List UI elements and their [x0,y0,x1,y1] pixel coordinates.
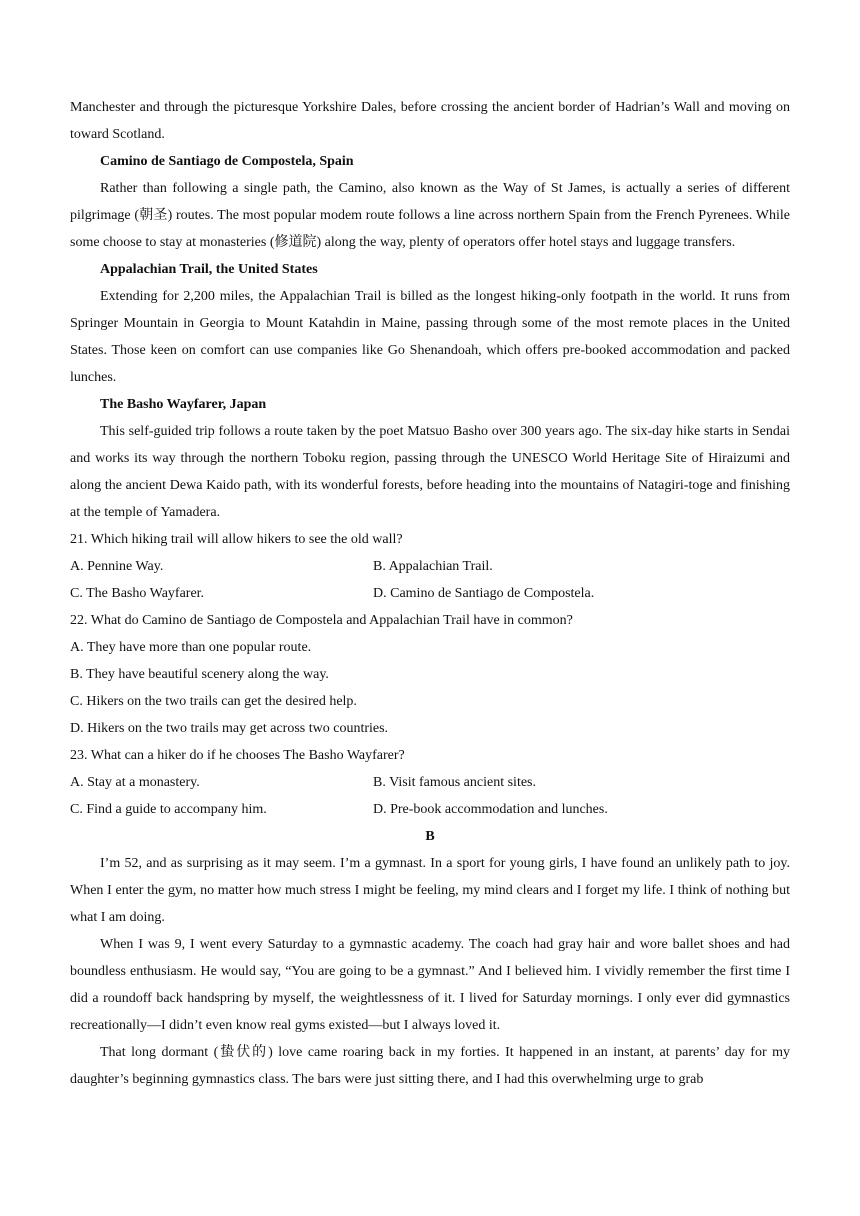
question-21-option-b: B. Appalachian Trail. [373,559,493,574]
section-b-paragraph-3: That long dormant (蛰伏的) love came roaring back in my forties. It happened in an instant, at parents’ day for my daughter’s beginning gymnastics class. The bars were just sitting there, and I had this overwhelming urge to grab [70,1045,790,1087]
question-23-options-row-1 [70,769,790,796]
section-b-label: B [425,829,435,844]
question-21-options-row-2 [70,580,790,607]
question-21-option-d: D. Camino de Santiago de Compostela. [373,586,595,601]
trail-heading-camino: Camino de Santiago de Compostela, Spain [100,154,354,169]
section-b-paragraph-1: I’m 52, and as surprising as it may seem. I’m a gymnast. In a sport for young girls, I have found an unlikely path to joy. When I enter the gym, no matter how much stress I might be feeling, my mind clears and I forget my life. I think of nothing but what I am doing. [70,856,790,925]
question-23-option-b: B. Visit famous ancient sites. [373,775,536,790]
question-22-option-a: A. They have more than one popular route. [70,640,312,655]
question-22: 22. What do Camino de Santiago de Compostela and Appalachian Trail have in common? [70,613,573,628]
question-21-option-c: C. The Basho Wayfarer. [70,586,205,601]
trail-heading-basho: The Basho Wayfarer, Japan [100,397,267,412]
intro-continuation: Manchester and through the picturesque Yorkshire Dales, before crossing the ancient border of Hadrian’s Wall and moving on toward Scotland. [70,100,790,142]
question-23-options-row-2 [70,796,790,823]
trail-text-camino: Rather than following a single path, the Camino, also known as the Way of St James, is actually a series of different pilgrimage (朝圣) routes. The most popular modem route follows a line across northern Spain from the French Pyrenees. While some choose to stay at monasteries (修道院) along the way, plenty of operators offer hotel stays and luggage transfers. [70,181,790,250]
question-22-option-d: D. Hikers on the two trails may get across two countries. [70,721,389,736]
document-page [70,94,790,1093]
trail-text-basho: This self-guided trip follows a route taken by the poet Matsuo Basho over 300 years ago. The six-day hike starts in Sendai and works its way through the northern Toboku region, passing through the UNESCO World Heritage Site of Hiraizumi and along the ancient Dewa Kaido path, with its wonderful forests, before heading into the mountains of Natagiri-toge and finishing at the temple of Yamadera. [70,424,790,520]
question-21-options-row-1 [70,553,790,580]
question-23-option-c: C. Find a guide to accompany him. [70,802,267,817]
question-23: 23. What can a hiker do if he chooses The Basho Wayfarer? [70,748,405,763]
question-23-option-d: D. Pre-book accommodation and lunches. [373,802,608,817]
section-b-paragraph-2: When I was 9, I went every Saturday to a gymnastic academy. The coach had gray hair and wore ballet shoes and had boundless enthusiasm. He would say, “You are going to be a gymnast.” And I believed him. I vividly remember the first time I did a roundoff back handspring by myself, the weightlessness of it. I lived for Saturday mornings. I only ever did gymnastics recreationally—I didn’t even know real gyms existed—but I always loved it. [70,937,790,1033]
trail-heading-appalachian: Appalachian Trail, the United States [100,262,318,277]
question-21: 21. Which hiking trail will allow hikers to see the old wall? [70,532,403,547]
question-23-option-a: A. Stay at a monastery. [70,775,200,790]
question-21-option-a: A. Pennine Way. [70,559,164,574]
question-22-option-b: B. They have beautiful scenery along the way. [70,667,329,682]
trail-text-appalachian: Extending for 2,200 miles, the Appalachian Trail is billed as the longest hiking-only footpath in the world. It runs from Springer Mountain in Georgia to Mount Katahdin in Maine, passing through some of the most remote places in the United States. Those keen on comfort can use companies like Go Shenandoah, which offers pre-booked accommodation and packed lunches. [70,289,790,385]
question-22-option-c: C. Hikers on the two trails can get the desired help. [70,694,357,709]
